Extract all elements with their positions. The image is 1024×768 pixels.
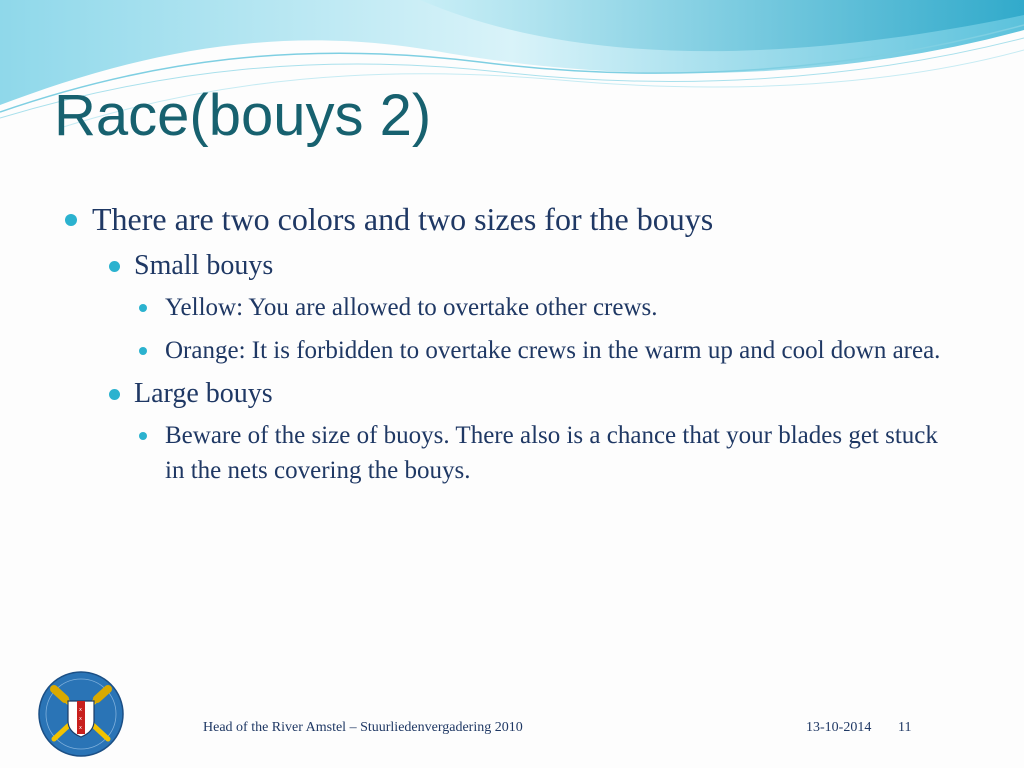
bullet-dot-icon: [139, 347, 147, 355]
bullet-dot-icon: [109, 389, 120, 400]
svg-text:x: x: [79, 725, 82, 731]
bullet-small-bouys: [60, 248, 960, 284]
bullet-dot-icon: [139, 304, 147, 312]
footer-center-text: Head of the River Amstel – Stuurliedenvergadering 2010: [203, 720, 523, 735]
bullet-large-note-text: Beware of the size of buoys. There also is a chance that your blades get stuck in the nets covering the bouys.: [165, 422, 938, 484]
bullet-large-bouys-text: Large bouys: [134, 378, 273, 409]
bullet-large-note: [60, 418, 960, 488]
slide-title: Race(bouys 2): [54, 83, 432, 148]
bullet-dot-icon: [65, 214, 77, 226]
bullet-dot-icon: [109, 261, 120, 272]
footer-page-number: 11: [898, 720, 912, 735]
bullet-list: [60, 198, 960, 496]
bullet-dot-icon: [139, 432, 147, 440]
rowing-club-emblem-icon: [38, 671, 124, 757]
svg-text:x: x: [79, 707, 82, 713]
bullet-orange: [60, 333, 960, 368]
bullet-large-bouys: [60, 376, 960, 412]
bullet-main: [60, 198, 960, 240]
footer-date: 13-10-2014: [806, 720, 872, 735]
bullet-small-bouys-text: Small bouys: [134, 250, 274, 281]
svg-text:x: x: [79, 716, 82, 722]
bullet-orange-text: Orange: It is forbidden to overtake crews in the warm up and cool down area.: [165, 337, 941, 364]
bullet-main-text: There are two colors and two sizes for the bouys: [92, 201, 714, 237]
bullet-yellow-text: Yellow: You are allowed to overtake other crews.: [165, 294, 658, 321]
bullet-yellow: [60, 290, 960, 325]
